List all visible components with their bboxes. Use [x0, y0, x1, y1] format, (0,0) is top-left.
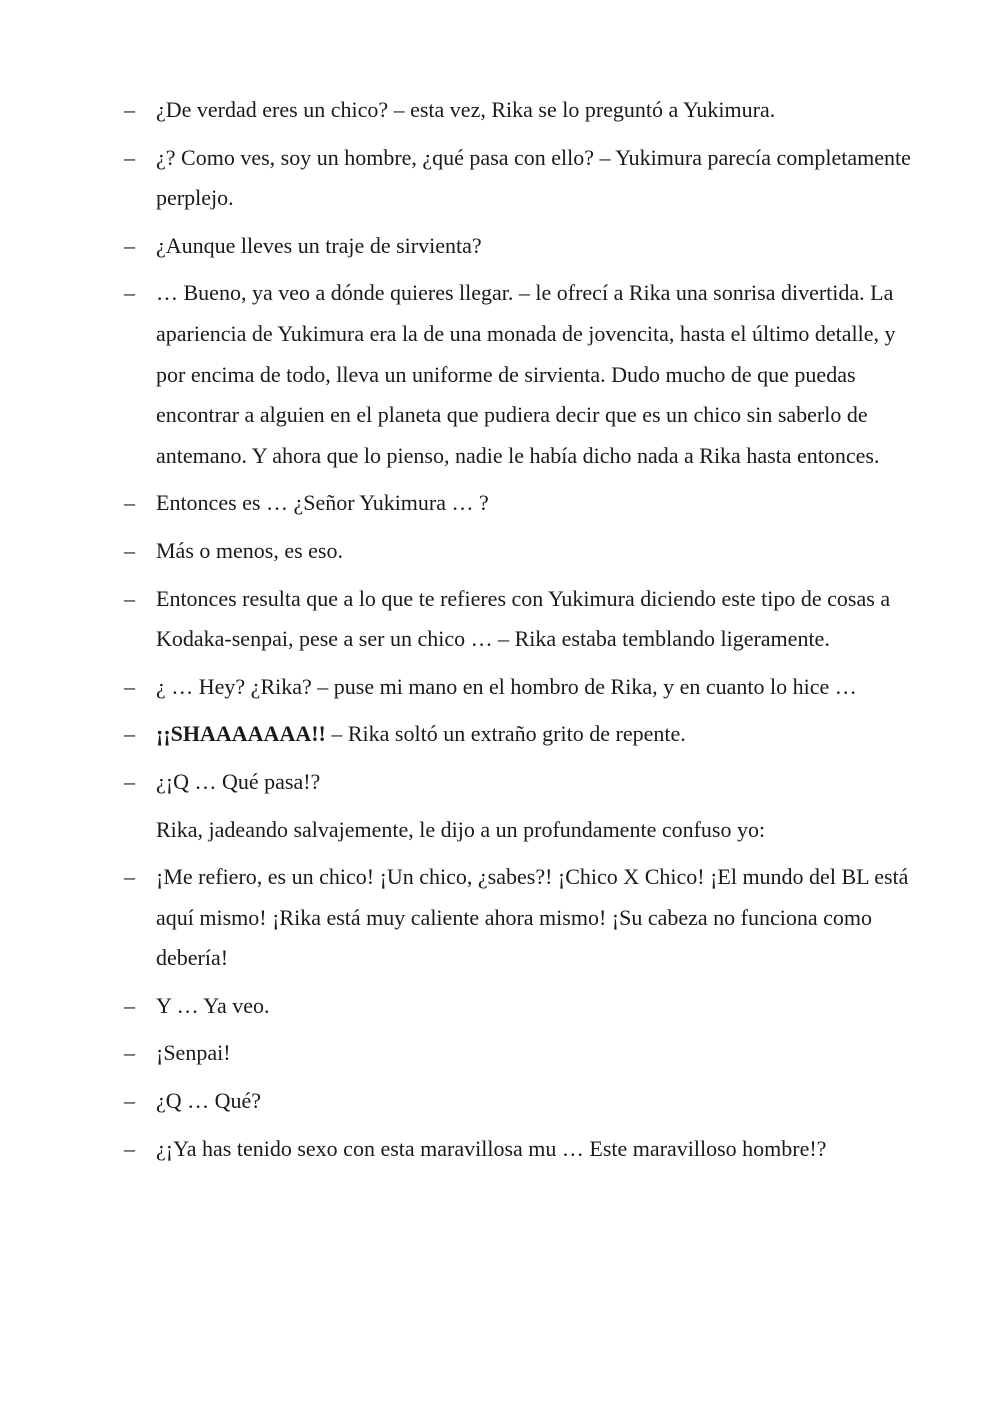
dialogue-line: [124, 1129, 914, 1170]
dialogue-dash: –: [124, 585, 135, 611]
dialogue-dash: –: [124, 1040, 135, 1066]
dialogue-text: ¿? Como ves, soy un hombre, ¿qué pasa con ello? – Yukimura parecía completamente perplejo.: [156, 144, 911, 211]
dialogue-line: [124, 90, 914, 131]
dialogue-text: ¿De verdad eres un chico? – esta vez, Rika se lo preguntó a Yukimura.: [156, 97, 776, 122]
dialogue-dash: –: [124, 280, 135, 306]
dialogue-dash: –: [124, 537, 135, 563]
dialogue-text: ¿¡Q … Qué pasa!?: [156, 768, 321, 794]
dialogue-line: [124, 762, 914, 803]
narration-text: Rika, jadeando salvajemente, le dijo a un profundamente confuso yo:: [156, 816, 766, 842]
dialogue-line: [124, 579, 914, 660]
dialogue-line: [124, 857, 914, 979]
dialogue-dash: –: [124, 97, 135, 122]
dialogue-dash: –: [124, 1088, 135, 1114]
dialogue-dash: –: [124, 144, 135, 170]
dialogue-line: [124, 1033, 914, 1074]
shout-text: ¡¡SHAAAAAAA!!: [156, 721, 326, 747]
dialogue-text: ¿Q … Qué?: [156, 1088, 262, 1114]
dialogue-line: [124, 483, 914, 524]
narration-line: [124, 810, 914, 851]
dialogue-text: ¿Aunque lleves un traje de sirvienta?: [156, 232, 482, 258]
dialogue-line: [124, 138, 914, 219]
dialogue-text: Entonces es … ¿Señor Yukimura … ?: [156, 490, 489, 516]
dialogue-text: … Bueno, ya veo a dónde quieres llegar. – le ofrecí a Rika una sonrisa divertida. La apariencia de Yukimura era la de una monada de jovencita, hasta el último detalle, y por encima de todo, lleva un uniforme de sirvienta. Dudo mucho de que puedas encontrar a alguien en el planeta que pudiera decir que es un chico sin saberlo de antemano. Y ahora que lo pienso, nadie le había dicho nada a Rika hasta entonces.: [156, 280, 896, 468]
dialogue-line: [124, 714, 914, 755]
dialogue-dash: –: [124, 490, 135, 516]
dialogue-line: [124, 667, 914, 708]
dialogue-dash: –: [124, 768, 135, 794]
document-body: [124, 90, 914, 1176]
dialogue-text: ¿ … Hey? ¿Rika? – puse mi mano en el hombro de Rika, y en cuanto lo hice …: [156, 673, 857, 699]
dialogue-text: Más o menos, es eso.: [156, 537, 343, 563]
dialogue-dash: –: [124, 992, 135, 1018]
dialogue-line: [124, 986, 914, 1027]
dialogue-dash: –: [124, 232, 135, 258]
dialogue-text: – Rika soltó un extraño grito de repente.: [325, 721, 686, 747]
dialogue-text: Entonces resulta que a lo que te refieres con Yukimura diciendo este tipo de cosas a Kodaka-senpai, pese a ser un chico … – Rika estaba temblando ligeramente.: [156, 585, 891, 652]
dialogue-dash: –: [124, 864, 135, 890]
dialogue-text: ¿¡Ya has tenido sexo con esta maravillosa mu … Este maravilloso hombre!?: [156, 1135, 827, 1161]
dialogue-line: [124, 226, 914, 267]
dialogue-text: Y … Ya veo.: [156, 992, 270, 1018]
dialogue-dash: –: [124, 721, 135, 747]
dialogue-text: ¡Me refiero, es un chico! ¡Un chico, ¿sabes?! ¡Chico X Chico! ¡El mundo del BL está aquí mismo! ¡Rika está muy caliente ahora mismo! ¡Su cabeza no funciona como debería!: [156, 864, 909, 971]
dialogue-line: [124, 1081, 914, 1122]
dialogue-line: [124, 273, 914, 476]
dialogue-dash: –: [124, 1135, 135, 1161]
dialogue-line: [124, 531, 914, 572]
dialogue-text: ¡Senpai!: [156, 1040, 231, 1066]
dialogue-dash: –: [124, 673, 135, 699]
